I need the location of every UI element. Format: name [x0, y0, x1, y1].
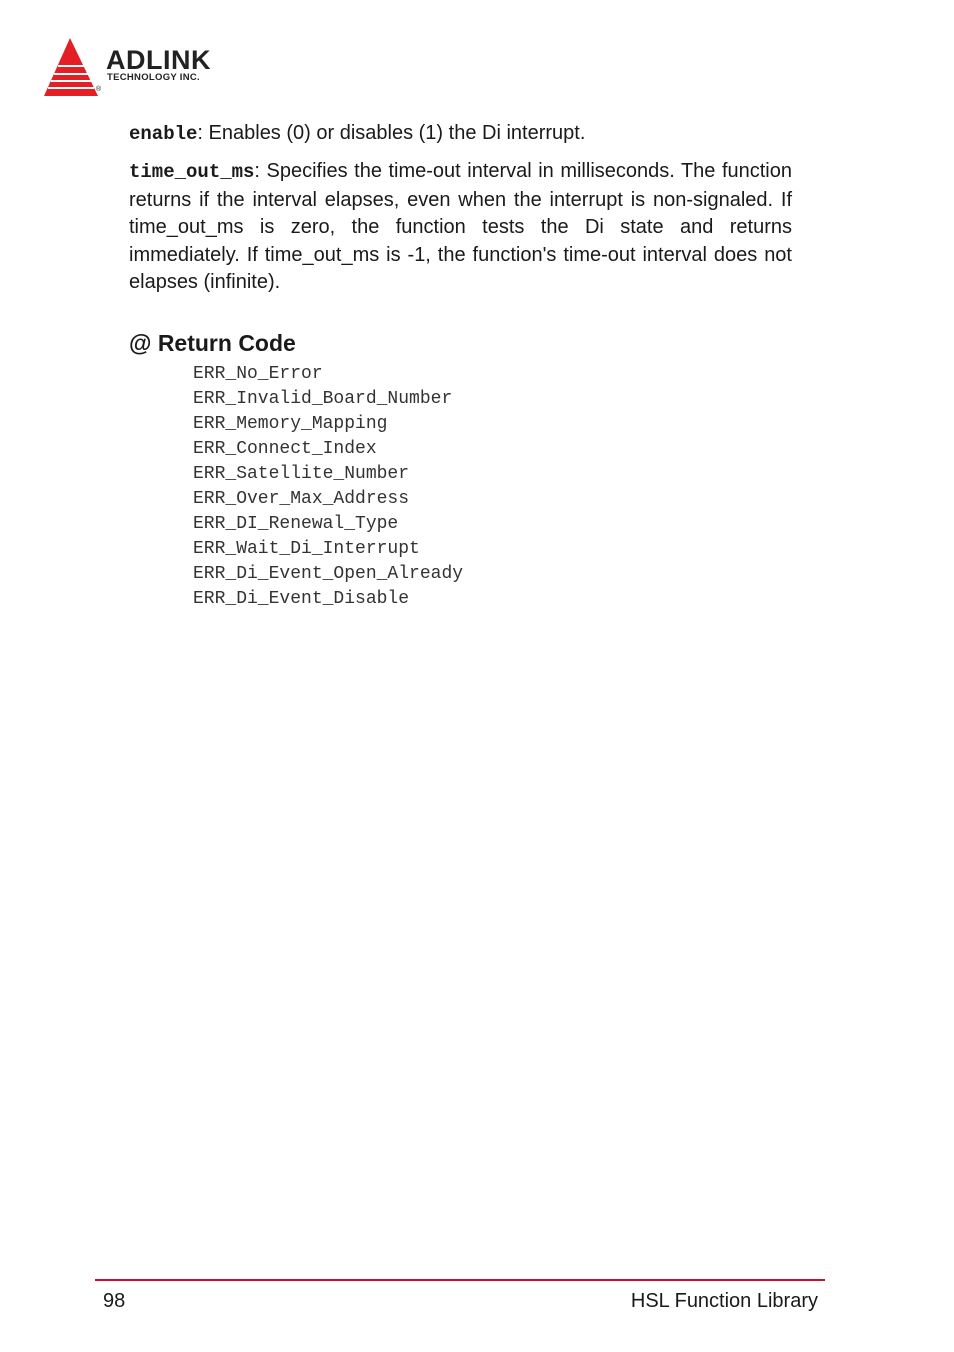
param-name: time_out_ms [129, 161, 255, 184]
param-name: enable [129, 123, 198, 145]
list-item: ERR_Invalid_Board_Number [193, 389, 453, 410]
list-item: ERR_DI_Renewal_Type [193, 514, 399, 535]
list-item: ERR_Satellite_Number [193, 464, 410, 485]
registered-mark: ® [96, 86, 102, 93]
list-item: ERR_Memory_Mapping [193, 414, 388, 435]
list-item: ERR_No_Error [193, 364, 323, 385]
list-item: ERR_Di_Event_Open_Already [193, 564, 464, 585]
brand-subtitle: TECHNOLOGY INC. [107, 72, 200, 83]
param-time-out-ms [129, 158, 792, 296]
brand-name: ADLINK [106, 45, 211, 75]
list-item: ERR_Connect_Index [193, 439, 377, 460]
main-content [129, 120, 792, 612]
page-number: 98 [103, 1290, 126, 1312]
adlink-logo [40, 36, 240, 100]
param-description: : Enables (0) or disables (1) the Di interrupt. [197, 122, 586, 144]
param-enable [129, 120, 792, 148]
footer-doc-title: HSL Function Library [630, 1290, 818, 1312]
list-item: ERR_Wait_Di_Interrupt [193, 539, 420, 560]
return-code-list [129, 362, 792, 612]
footer-divider [95, 1279, 825, 1281]
return-code-heading: @ Return Code [129, 330, 296, 357]
list-item: ERR_Over_Max_Address [193, 489, 410, 510]
param-description: : Specifies the time-out interval in milliseconds. The function returns if the interval elapses, even when the interrupt is non-signaled. If time_out_ms is zero, the function tests the Di state and returns immediately. If time_out_ms is -1, the function's time-out interval does not elapses (infinite). [129, 160, 792, 294]
list-item: ERR_Di_Event_Disable [193, 589, 410, 610]
